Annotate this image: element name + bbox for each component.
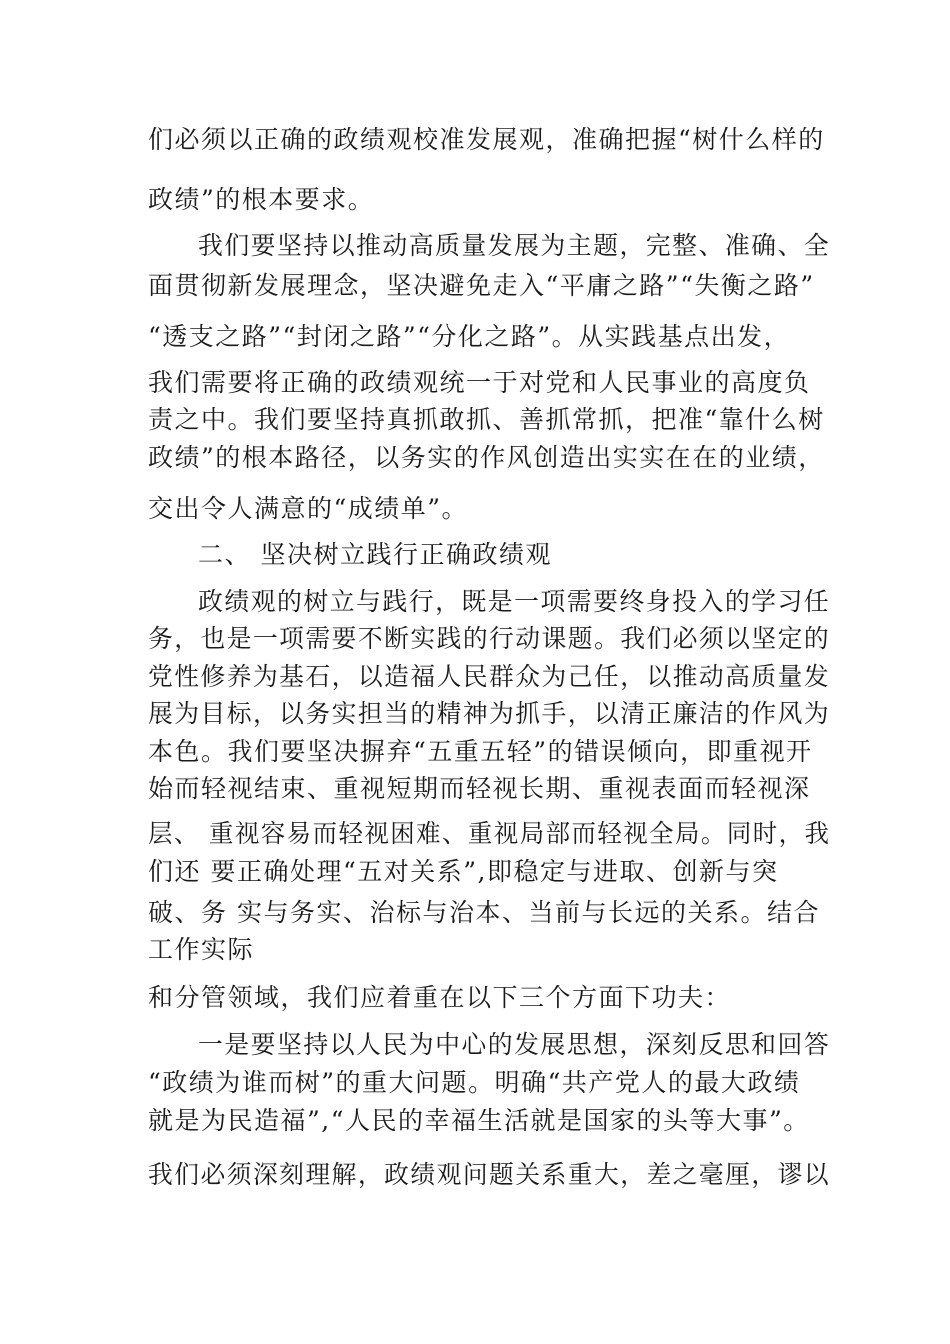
text-line: 本色。我们要坚决摒弃“五重五轻”的错误倾向，即重视开 bbox=[148, 737, 813, 766]
text-line: 交出令人满意的“成绩单”。 bbox=[148, 494, 469, 523]
text-line: 我们需要将正确的政绩观统一于对党和人民事业的高度负 bbox=[148, 368, 811, 397]
paragraph-first-line: 一是要坚持以人民为中心的发展思想，深刻反思和回答 bbox=[198, 1030, 831, 1059]
text-line: 工作实际 bbox=[148, 935, 255, 964]
text-line: 始而轻视结束、重视短期而轻视长期、重视表面而轻视深 bbox=[148, 774, 811, 803]
text-line: 政绩”的根本要求。 bbox=[148, 185, 375, 214]
text-line: 们还 要正确处理“五对关系”,即稳定与进取、创新与突 bbox=[148, 857, 779, 886]
text-line: 党性修养为基石，以造福人民群众为己任，以推动高质量发 bbox=[148, 662, 831, 691]
text-line: 务，也是一项需要不断实践的行动课题。我们必须以坚定的 bbox=[148, 624, 831, 653]
section-heading: 二、 坚决树立践行正确政绩观 bbox=[198, 540, 552, 569]
text-line: 政绩”的根本路径，以务实的作风创造出实实在在的业绩， bbox=[148, 443, 825, 472]
text-line: 展为目标，以务实担当的精神为抓手，以清正廉洁的作风为 bbox=[148, 699, 831, 728]
text-line: 责之中。我们要坚持真抓敢抓、善抓常抓，把准“靠什么树 bbox=[148, 405, 825, 434]
paragraph-first-line: 我们要坚持以推动高质量发展为主题，完整、准确、全 bbox=[198, 231, 831, 260]
text-line: 就是为民造福”,“人民的幸福生活就是国家的头等大事”。 bbox=[148, 1106, 810, 1135]
text-line: 们必须以正确的政绩观校准发展观，准确把握“树什么样的 bbox=[148, 125, 825, 154]
text-line: 和分管领域，我们应着重在以下三个方面下功夫： bbox=[148, 983, 732, 1012]
text-line: 我们必须深刻理解，政绩观问题关系重大，差之毫厘，谬以 bbox=[148, 1160, 831, 1189]
text-line: 破、务 实与务实、治标与治本、当前与长远的关系。结合 bbox=[148, 898, 820, 927]
text-line: “透支之路”“封闭之路”“分化之路”。从实践基点出发， bbox=[148, 322, 791, 351]
text-line: “政绩为谁而树”的重大问题。明确“共产党人的最大政绩 bbox=[148, 1068, 801, 1097]
paragraph-first-line: 政绩观的树立与践行，既是一项需要终身投入的学习任 bbox=[198, 587, 831, 616]
text-line: 层、 重视容易而轻视困难、重视局部而轻视全局。同时，我 bbox=[148, 819, 831, 848]
text-line: 面贯彻新发展理念，坚决避免走入“平庸之路”“失衡之路” bbox=[148, 271, 815, 300]
